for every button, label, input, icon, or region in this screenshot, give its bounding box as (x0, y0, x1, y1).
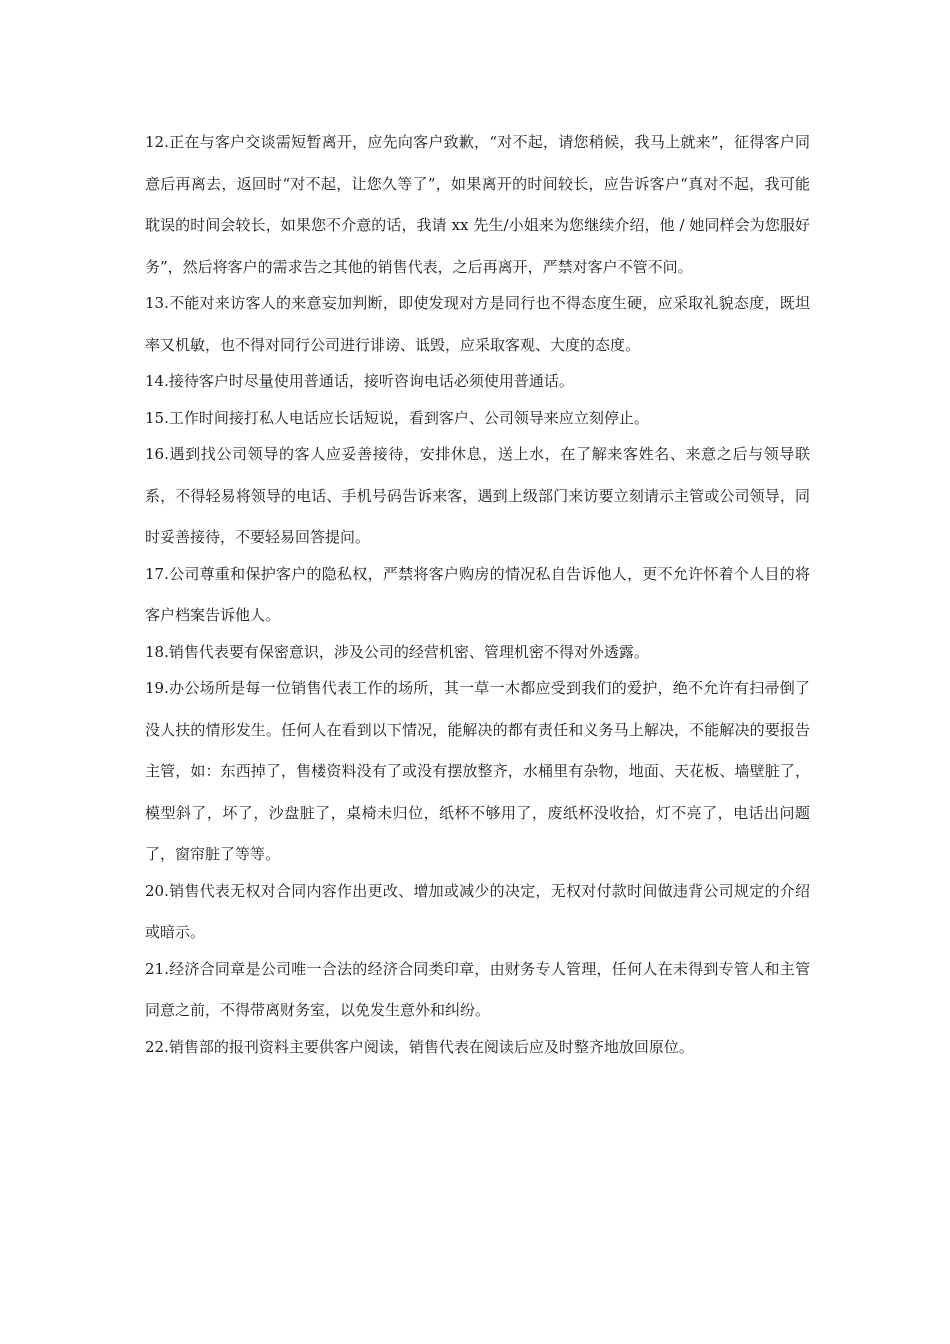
rule-item-19: 19.办公场所是每一位销售代表工作的场所，其一草一木都应受到我们的爱护，绝不允许有扫帚倒了没人扶的情形发生。任何人在看到以下情况，能解决的都有责任和义务马上解决，不能解决的要报告主管，如：东西掉了，售楼资料没有了或没有摆放整齐，水桶里有杂物，地面、天花板、墙壁脏了，模型斜了，坏了，沙盘脏了，桌椅未归位，纸杯不够用了，废纸杯没收拾，灯不亮了，电话出问题了，窗帘脏了等等。 (145, 679, 810, 863)
rule-item-22: 22.销售部的报刊资料主要供客户阅读，销售代表在阅读后应及时整齐地放回原位。 (145, 1037, 694, 1056)
rule-item-13: 13.不能对来访客人的来意妄加判断，即使发现对方是同行也不得态度生硬，应采取礼貌态度，既坦率又机敏，也不得对同行公司进行诽谤、诋毁，应采取客观、大度的态度。 (145, 294, 810, 354)
document-body (145, 122, 810, 1068)
rule-item-14: 14.接待客户时尽量使用普通话，接听咨询电话必须使用普通话。 (145, 372, 574, 390)
rule-item-12: 12.正在与客户交谈需短暂离开，应先向客户致歉，“对不起，请您稍候，我马上就来”，征得客户同意后再离去，返回时“对不起，让您久等了”，如果离开的时间较长，应告诉客户“真对不起，我可能耽误的时间会较长，如果您不介意的话，我请 xx 先生/小姐来为您继续介绍，他 / 她同样会为您服好务”，然后将客户的需求告之其他的销售代表，之后再离开，严禁对客户不管不问。 (145, 133, 810, 276)
rule-item-15: 15.工作时间接打私人电话应长话短说，看到客户、公司领导来应立刻停止。 (145, 408, 649, 427)
rule-item-17: 17.公司尊重和保护客户的隐私权，严禁将客户购房的情况私自告诉他人，更不允许怀着个人目的将客户档案告诉他人。 (145, 564, 810, 624)
rule-item-21: 21.经济合同章是公司唯一合法的经济合同类印章，由财务专人管理，任何人在未得到专管人和主管同意之前，不得带离财务室，以免发生意外和纠纷。 (145, 959, 810, 1019)
rule-item-16: 16.遇到找公司领导的客人应妥善接待，安排休息，送上水，在了解来客姓名、来意之后与领导联系，不得轻易将领导的电话、手机号码告诉来客，遇到上级部门来访要立刻请示主管或公司领导，同时妥善接待，不要轻易回答提问。 (145, 445, 810, 546)
rule-item-18: 18.销售代表要有保密意识，涉及公司的经营机密、管理机密不得对外透露。 (145, 642, 649, 661)
rule-item-20: 20.销售代表无权对合同内容作出更改、增加或减少的决定，无权对付款时间做违背公司规定的介绍或暗示。 (145, 881, 810, 941)
